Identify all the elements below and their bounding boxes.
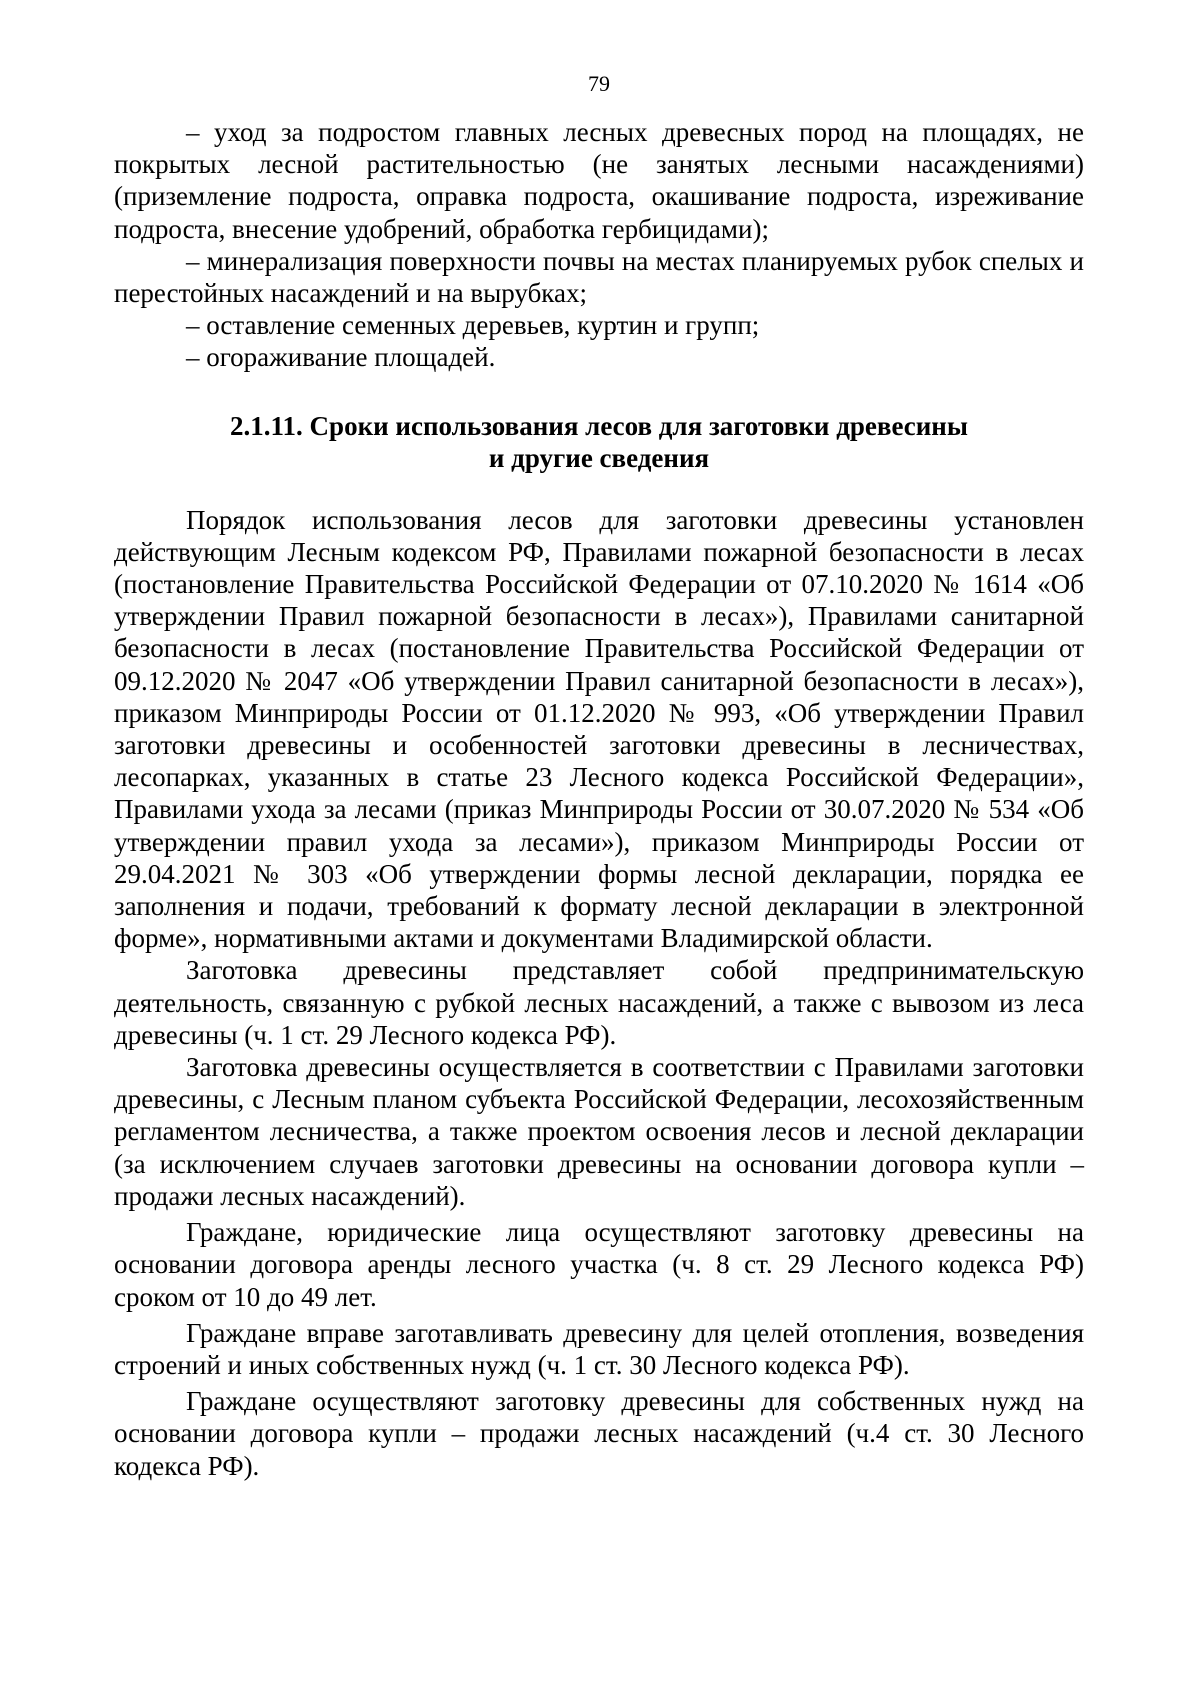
section-heading-line2: и другие сведения bbox=[488, 442, 710, 473]
list-item: – минерализация поверхности почвы на местах планируемых рубок спелых и перестойных насаждений и на вырубках; bbox=[114, 245, 1084, 309]
list-item: – огораживание площадей. bbox=[186, 342, 496, 373]
section-heading bbox=[114, 410, 1084, 474]
paragraph: Заготовка древесины представляет собой предпринимательскую деятельность, связанную с рубкой лесных насаждений, а также с вывозом из леса древесины (ч. 1 ст. 29 Лесного кодекса РФ). bbox=[114, 955, 1084, 1050]
paragraph: Граждане осуществляют заготовку древесины для собственных нужд на основании договора купли – продажи лесных насаждений (ч.4 ст. 30 Лесного кодекса РФ). bbox=[114, 1386, 1084, 1481]
page-number: 79 bbox=[588, 71, 610, 96]
section-body bbox=[114, 504, 1084, 1482]
page-content bbox=[114, 116, 1084, 1482]
paragraph: Заготовка древесины осуществляется в соответствии с Правилами заготовки древесины, с Лесным планом субъекта Российской Федерации, лесохозяйственным регламентом лесничества, а также проектом освоения лесов и лесной декларации (за исключением случаев заготовки древесины на основании договора купли – продажи лесных насаждений). bbox=[114, 1052, 1084, 1211]
list-item: – оставление семенных деревьев, куртин и групп; bbox=[186, 310, 760, 341]
paragraph: Граждане, юридические лица осуществляют заготовку древесины на основании договора аренды лесного участка (ч. 8 ст. 29 Лесного кодекса РФ) сроком от 10 до 49 лет. bbox=[114, 1217, 1084, 1312]
paragraph: Граждане вправе заготавливать древесину для целей отопления, возведения строений и иных собственных нужд (ч. 1 ст. 30 Лесного кодекса РФ). bbox=[114, 1317, 1084, 1380]
section-heading-line1: 2.1.11. Сроки использования лесов для заготовки древесины bbox=[230, 410, 968, 441]
measures-list bbox=[114, 116, 1084, 374]
list-item: – уход за подростом главных лесных древесных пород на площадях, не покрытых лесной растительностью (не занятых лесными насаждениями) (приземление подроста, оправка подроста, окашивание подроста, изреживание подроста, внесение удобрений, обработка гербицидами); bbox=[114, 117, 1084, 244]
paragraph: Порядок использования лесов для заготовки древесины установлен действующим Лесным кодексом РФ, Правилами пожарной безопасности в лесах (постановление Правительства Российской Федерации от 07.10.2020 № 1614 «Об утверждении Правил пожарной безопасности в лесах»), Правилами санитарной безопасности в лесах (постановление Правительства Российской Федерации от 09.12.2020 № 2047 «Об утверждении Правил санитарной безопасности в лесах»), приказом Минприроды России от 01.12.2020 № 993, «Об утверждении Правил заготовки древесины и особенностей заготовки древесины в лесничествах, лесопарках, указанных в статье 23 Лесного кодекса Российской Федерации», Правилами ухода за лесами (приказ Минприроды России от 30.07.2020 № 534 «Об утверждении правил ухода за лесами»), приказом Минприроды России от 29.04.2021 № 303 «Об утверждении формы лесной декларации, порядка ее заполнения и подачи, требований к формату лесной декларации в электронной форме», нормативными актами и документами Владимирской области. bbox=[114, 504, 1084, 954]
